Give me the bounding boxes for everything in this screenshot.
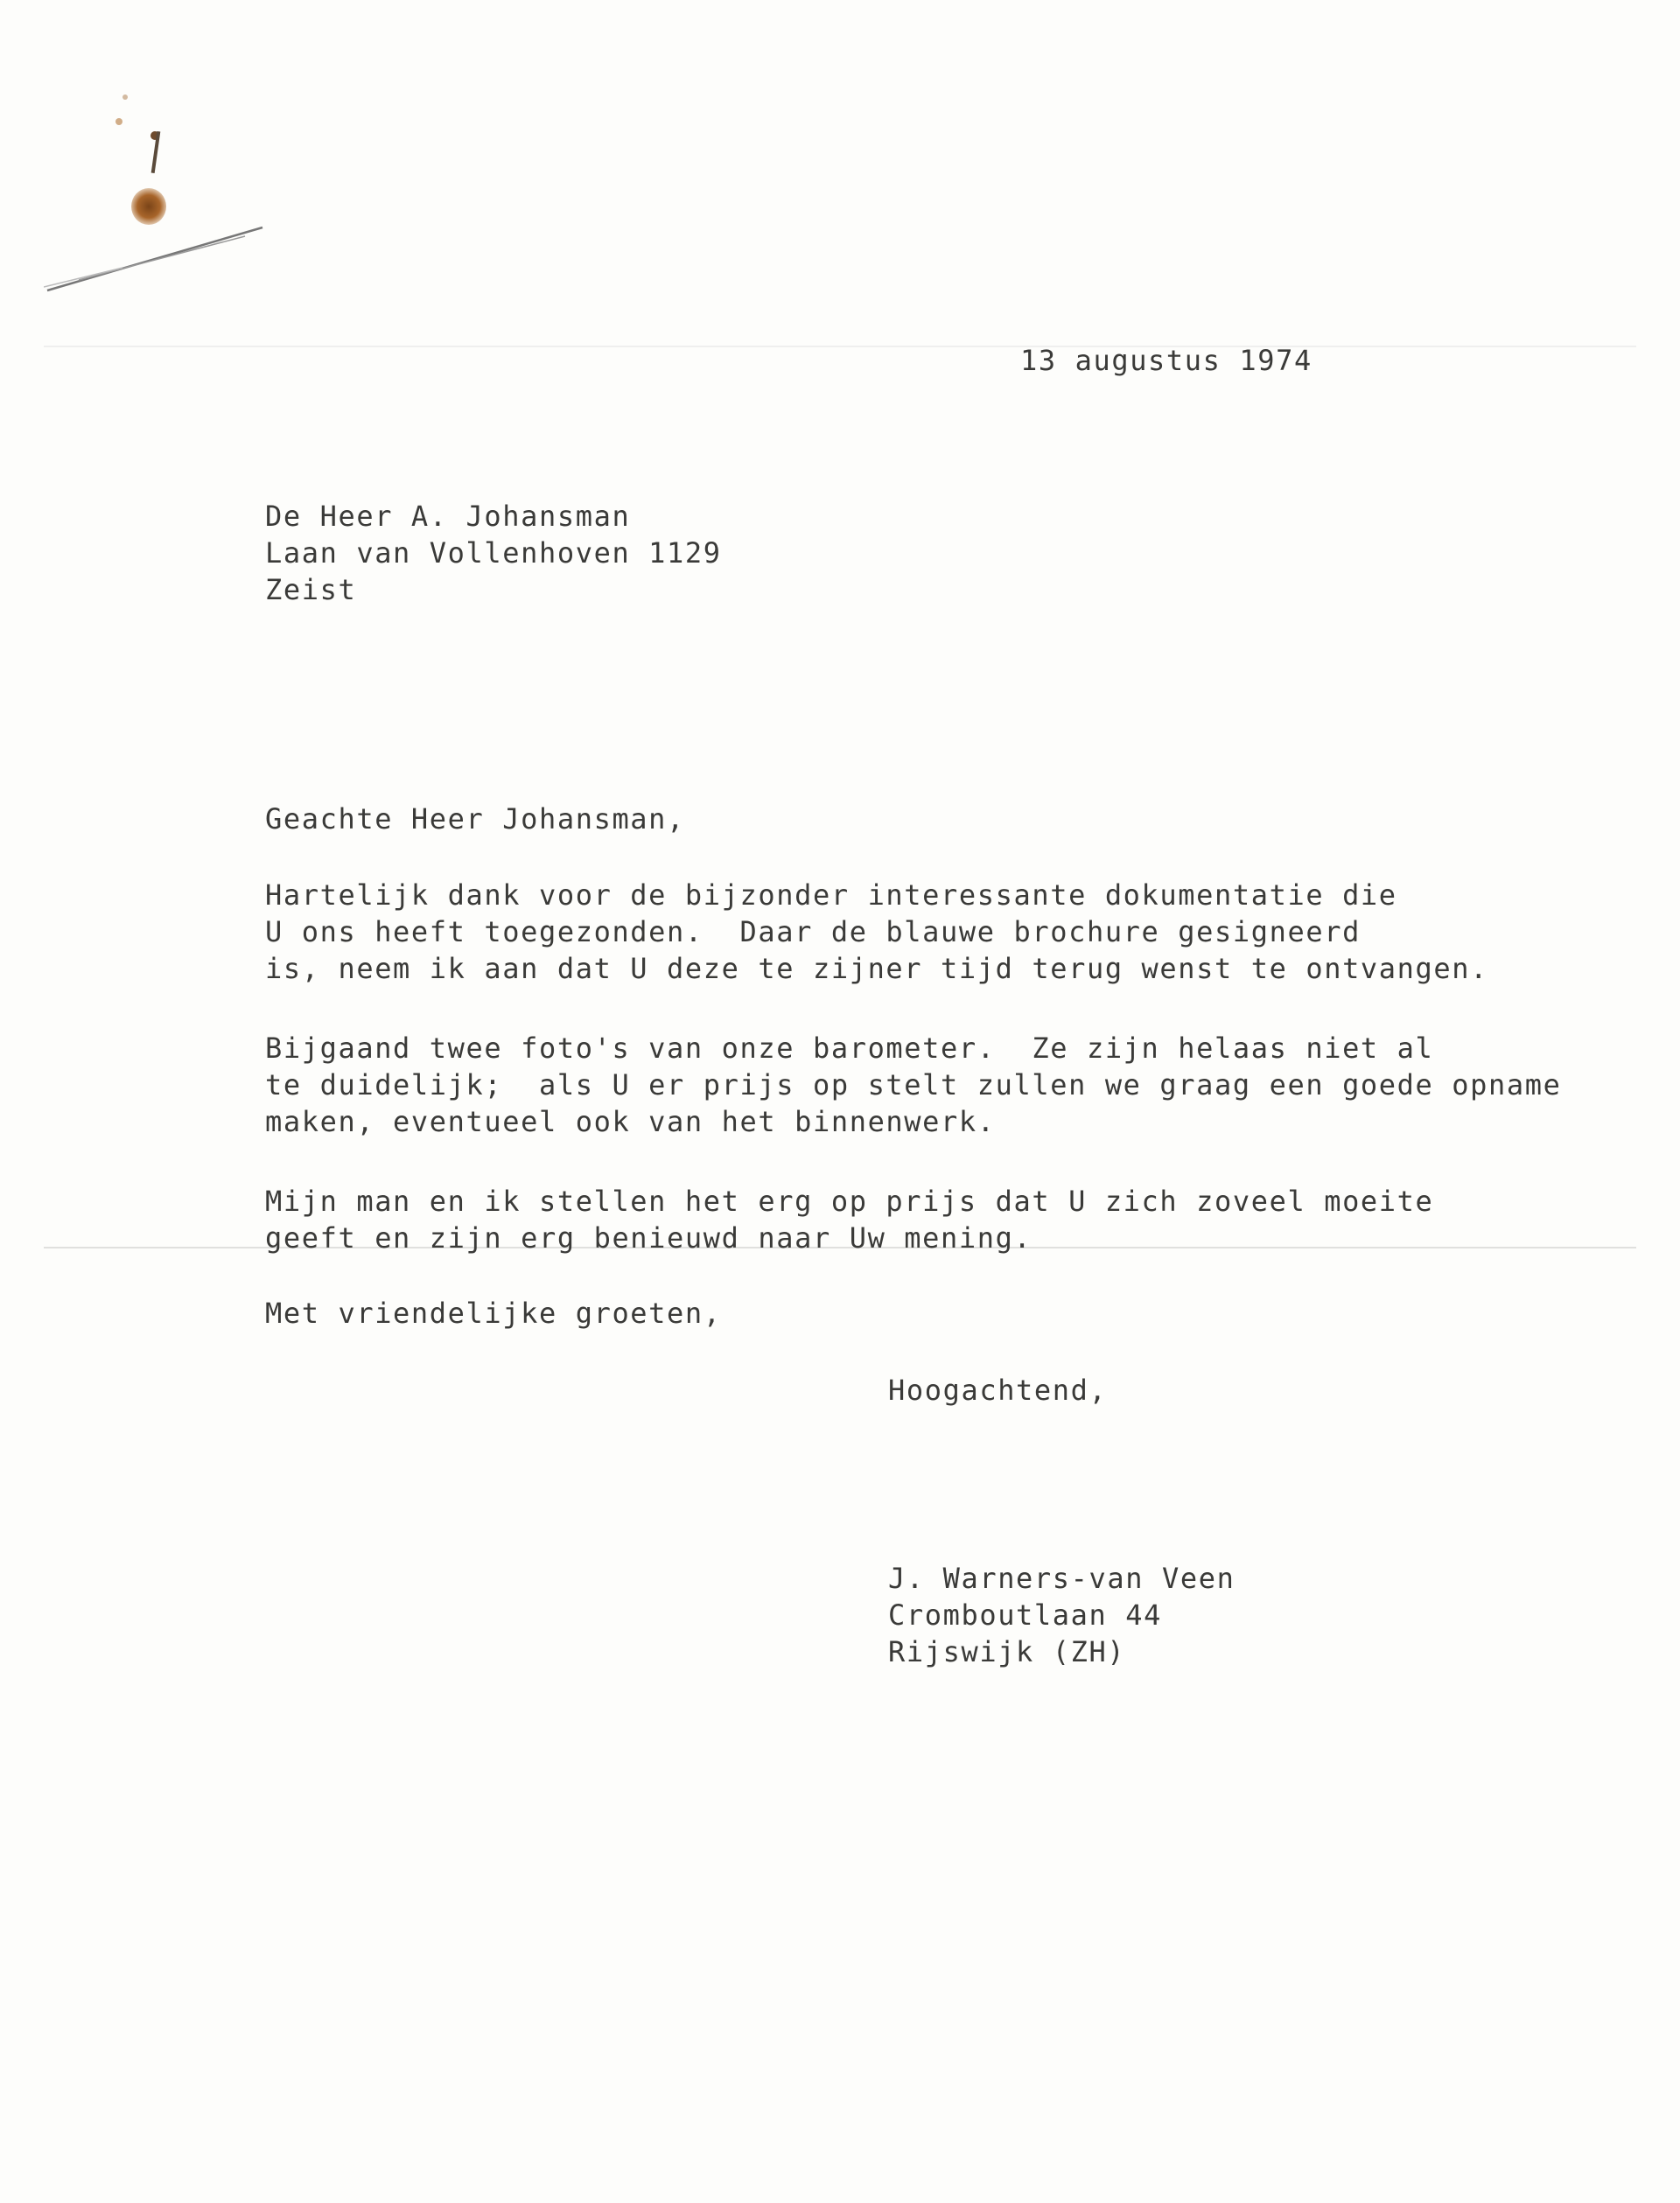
sender-street: Cromboutlaan 44 [888,1598,1162,1632]
paragraph-line: Mijn man en ik stellen het erg op prijs dat U zich zoveel moeite [265,1185,1434,1218]
paragraph-line: Bijgaand twee foto's van onze barometer. Ze zijn helaas niet al [265,1032,1434,1065]
rust-speck [116,118,122,125]
letter-date: 13 augustus 1974 [1020,344,1312,377]
paragraph-line: Hartelijk dank voor de bijzonder interessante dokumentatie die [265,878,1397,912]
rust-speck [122,94,128,100]
sender-name: J. Warners-van Veen [888,1562,1236,1595]
fold-line [44,346,1636,347]
closing-regards: Hoogachtend, [888,1374,1108,1407]
staple-scratch [44,210,271,297]
recipient-street: Laan van Vollenhoven 1129 [265,536,722,570]
paragraph-line: te duidelijk; als U er prijs op stelt zullen we graag een goede opname [265,1068,1562,1102]
recipient-city: Zeist [265,573,357,606]
recipient-name: De Heer A. Johansman [265,500,631,533]
paragraph-line: U ons heeft toegezonden. Daar de blauwe brochure gesigneerd [265,915,1361,948]
paragraph-line: is, neem ik aan dat U deze te zijner tijd terug wenst te ontvangen. [265,952,1488,985]
closing-greeting: Met vriendelijke groeten, [265,1297,722,1330]
paragraph-line: maken, eventueel ook van het binnenwerk. [265,1105,996,1138]
paragraph-line: geeft en zijn erg benieuwd naar Uw mening. [265,1221,1032,1255]
sender-city: Rijswijk (ZH) [888,1635,1126,1668]
salutation: Geachte Heer Johansman, [265,802,685,836]
